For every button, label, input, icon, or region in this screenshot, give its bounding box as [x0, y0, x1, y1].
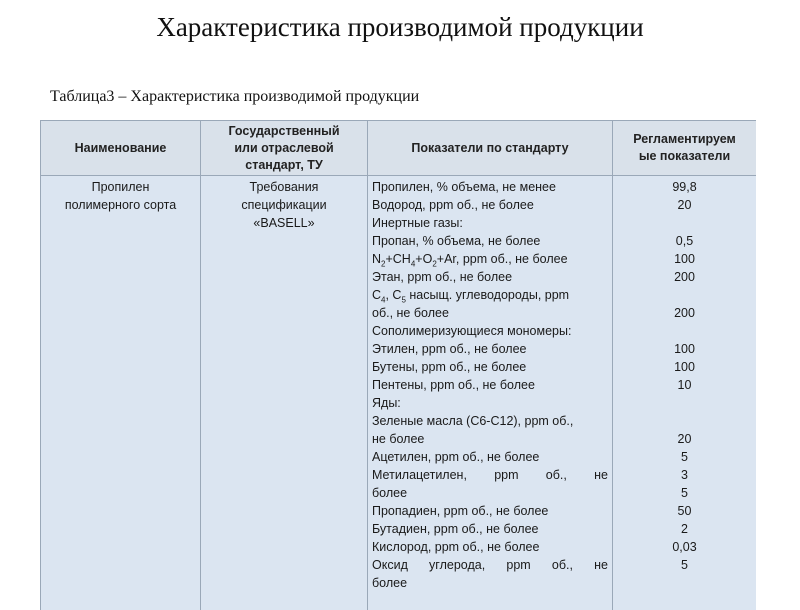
value-butenes: 100: [617, 358, 752, 376]
indicator-comonomers: Сополимеризующиеся мономеры:: [372, 322, 608, 340]
indicator-carbon-monoxide: Оксид углерода, ppm об., не: [372, 556, 608, 574]
value-ethylene: 100: [617, 340, 752, 358]
indicator-hydrogen: Водород, ppm об., не более: [372, 196, 608, 214]
indicator-carbon-monoxide-line2: более: [372, 574, 608, 592]
cell-indicators: [368, 176, 613, 610]
header-standard-line2: или отраслевой: [205, 140, 363, 157]
value-methylacetylene: 3: [617, 466, 752, 484]
value-n2-ch4-o2-ar: 100: [617, 250, 752, 268]
value-butadiene: 2: [617, 520, 752, 538]
header-values-line2: ые показатели: [617, 148, 752, 165]
value-spacer: [617, 322, 752, 340]
value-acetylene: 5: [617, 448, 752, 466]
formula-c5-sub: 5: [401, 296, 405, 305]
table-header-row: [41, 121, 757, 176]
indicator-pentenes: Пентены, ppm об., не более: [372, 376, 608, 394]
header-values-line1: Регламентируем: [617, 131, 752, 148]
indicator-propane: Пропан, % объема, не более: [372, 232, 608, 250]
indicator-inert-gases: Инертные газы:: [372, 214, 608, 232]
header-indicators-label: Показатели по стандарту: [411, 141, 568, 155]
product-spec-line1: Требования: [205, 178, 363, 196]
value-spacer: [617, 214, 752, 232]
indicator-oxygen: Кислород, ppm об., не более: [372, 538, 608, 556]
cell-product-spec: [201, 176, 368, 610]
value-methylacetylene-2: 5: [617, 484, 752, 502]
product-spec-line2: спецификации: [205, 196, 363, 214]
indicator-poisons: Яды:: [372, 394, 608, 412]
indicator-c4-c5: [372, 286, 608, 304]
value-c4-c5: 200: [617, 304, 752, 322]
product-table-container: [40, 120, 756, 610]
value-ethane: 200: [617, 268, 752, 286]
table-caption: Таблица3 – Характеристика производимой продукции: [50, 88, 419, 106]
indicator-green-oils-line2: не более: [372, 430, 608, 448]
header-values: [613, 121, 757, 176]
product-name-line1: Пропилен: [45, 178, 196, 196]
indicator-propadiene: Пропадиен, ppm об., не более: [372, 502, 608, 520]
formula-ch-sub: 4: [411, 260, 415, 269]
value-propane: 0,5: [617, 232, 752, 250]
formula-n-sub: 2: [381, 260, 385, 269]
table-row: [41, 176, 757, 610]
value-hydrogen: 20: [617, 196, 752, 214]
value-carbon-monoxide: 5: [617, 556, 752, 574]
value-green-oils: 20: [617, 430, 752, 448]
slide-title: Характеристика производимой продукции: [0, 12, 800, 43]
header-standard-line1: Государственный: [205, 123, 363, 140]
indicator-propylene: Пропилен, % объема, не менее: [372, 178, 608, 196]
value-spacer: [617, 286, 752, 304]
header-indicators: [368, 121, 613, 176]
formula-ch: +CH: [385, 252, 410, 266]
indicator-acetylene: Ацетилен, ppm об., не более: [372, 448, 608, 466]
indicator-butenes: Бутены, ppm об., не более: [372, 358, 608, 376]
indicator-methylacetylene-line2: более: [372, 484, 608, 502]
formula-n: N: [372, 252, 381, 266]
indicator-methylacetylene: Метилацетилен, ppm об., не: [372, 466, 608, 484]
product-table: [40, 120, 756, 610]
header-name: [41, 121, 201, 176]
header-standard: [201, 121, 368, 176]
indicator-c4-c5-line2: об., не более: [372, 304, 608, 322]
value-pentenes: 10: [617, 376, 752, 394]
formula-o-sub: 2: [432, 260, 436, 269]
indicator-ethane: Этан, ppm об., не более: [372, 268, 608, 286]
value-spacer: [617, 394, 752, 412]
product-name-line2: полимерного сорта: [45, 196, 196, 214]
value-propadiene: 50: [617, 502, 752, 520]
formula-o: +O: [415, 252, 432, 266]
cell-values: [613, 176, 757, 610]
formula-c4: C: [372, 288, 381, 302]
header-name-label: Наименование: [75, 141, 167, 155]
indicator-green-oils: Зеленые масла (С6-С12), ppm об.,: [372, 412, 608, 430]
formula-c-rest: насыщ. углеводороды, ppm: [406, 288, 569, 302]
product-spec-line3: «BASELL»: [205, 214, 363, 232]
indicator-butadiene: Бутадиен, ppm об., не более: [372, 520, 608, 538]
value-propylene: 99,8: [617, 178, 752, 196]
formula-c4-sub: 4: [381, 296, 385, 305]
cell-product-name: [41, 176, 201, 610]
formula-rest: +Ar, ppm об., не более: [437, 252, 568, 266]
formula-c5: , C: [385, 288, 401, 302]
value-spacer: [617, 412, 752, 430]
indicator-n2-ch4-o2-ar: [372, 250, 608, 268]
header-standard-line3: стандарт, ТУ: [205, 157, 363, 174]
value-oxygen: 0,03: [617, 538, 752, 556]
indicator-ethylene: Этилен, ppm об., не более: [372, 340, 608, 358]
